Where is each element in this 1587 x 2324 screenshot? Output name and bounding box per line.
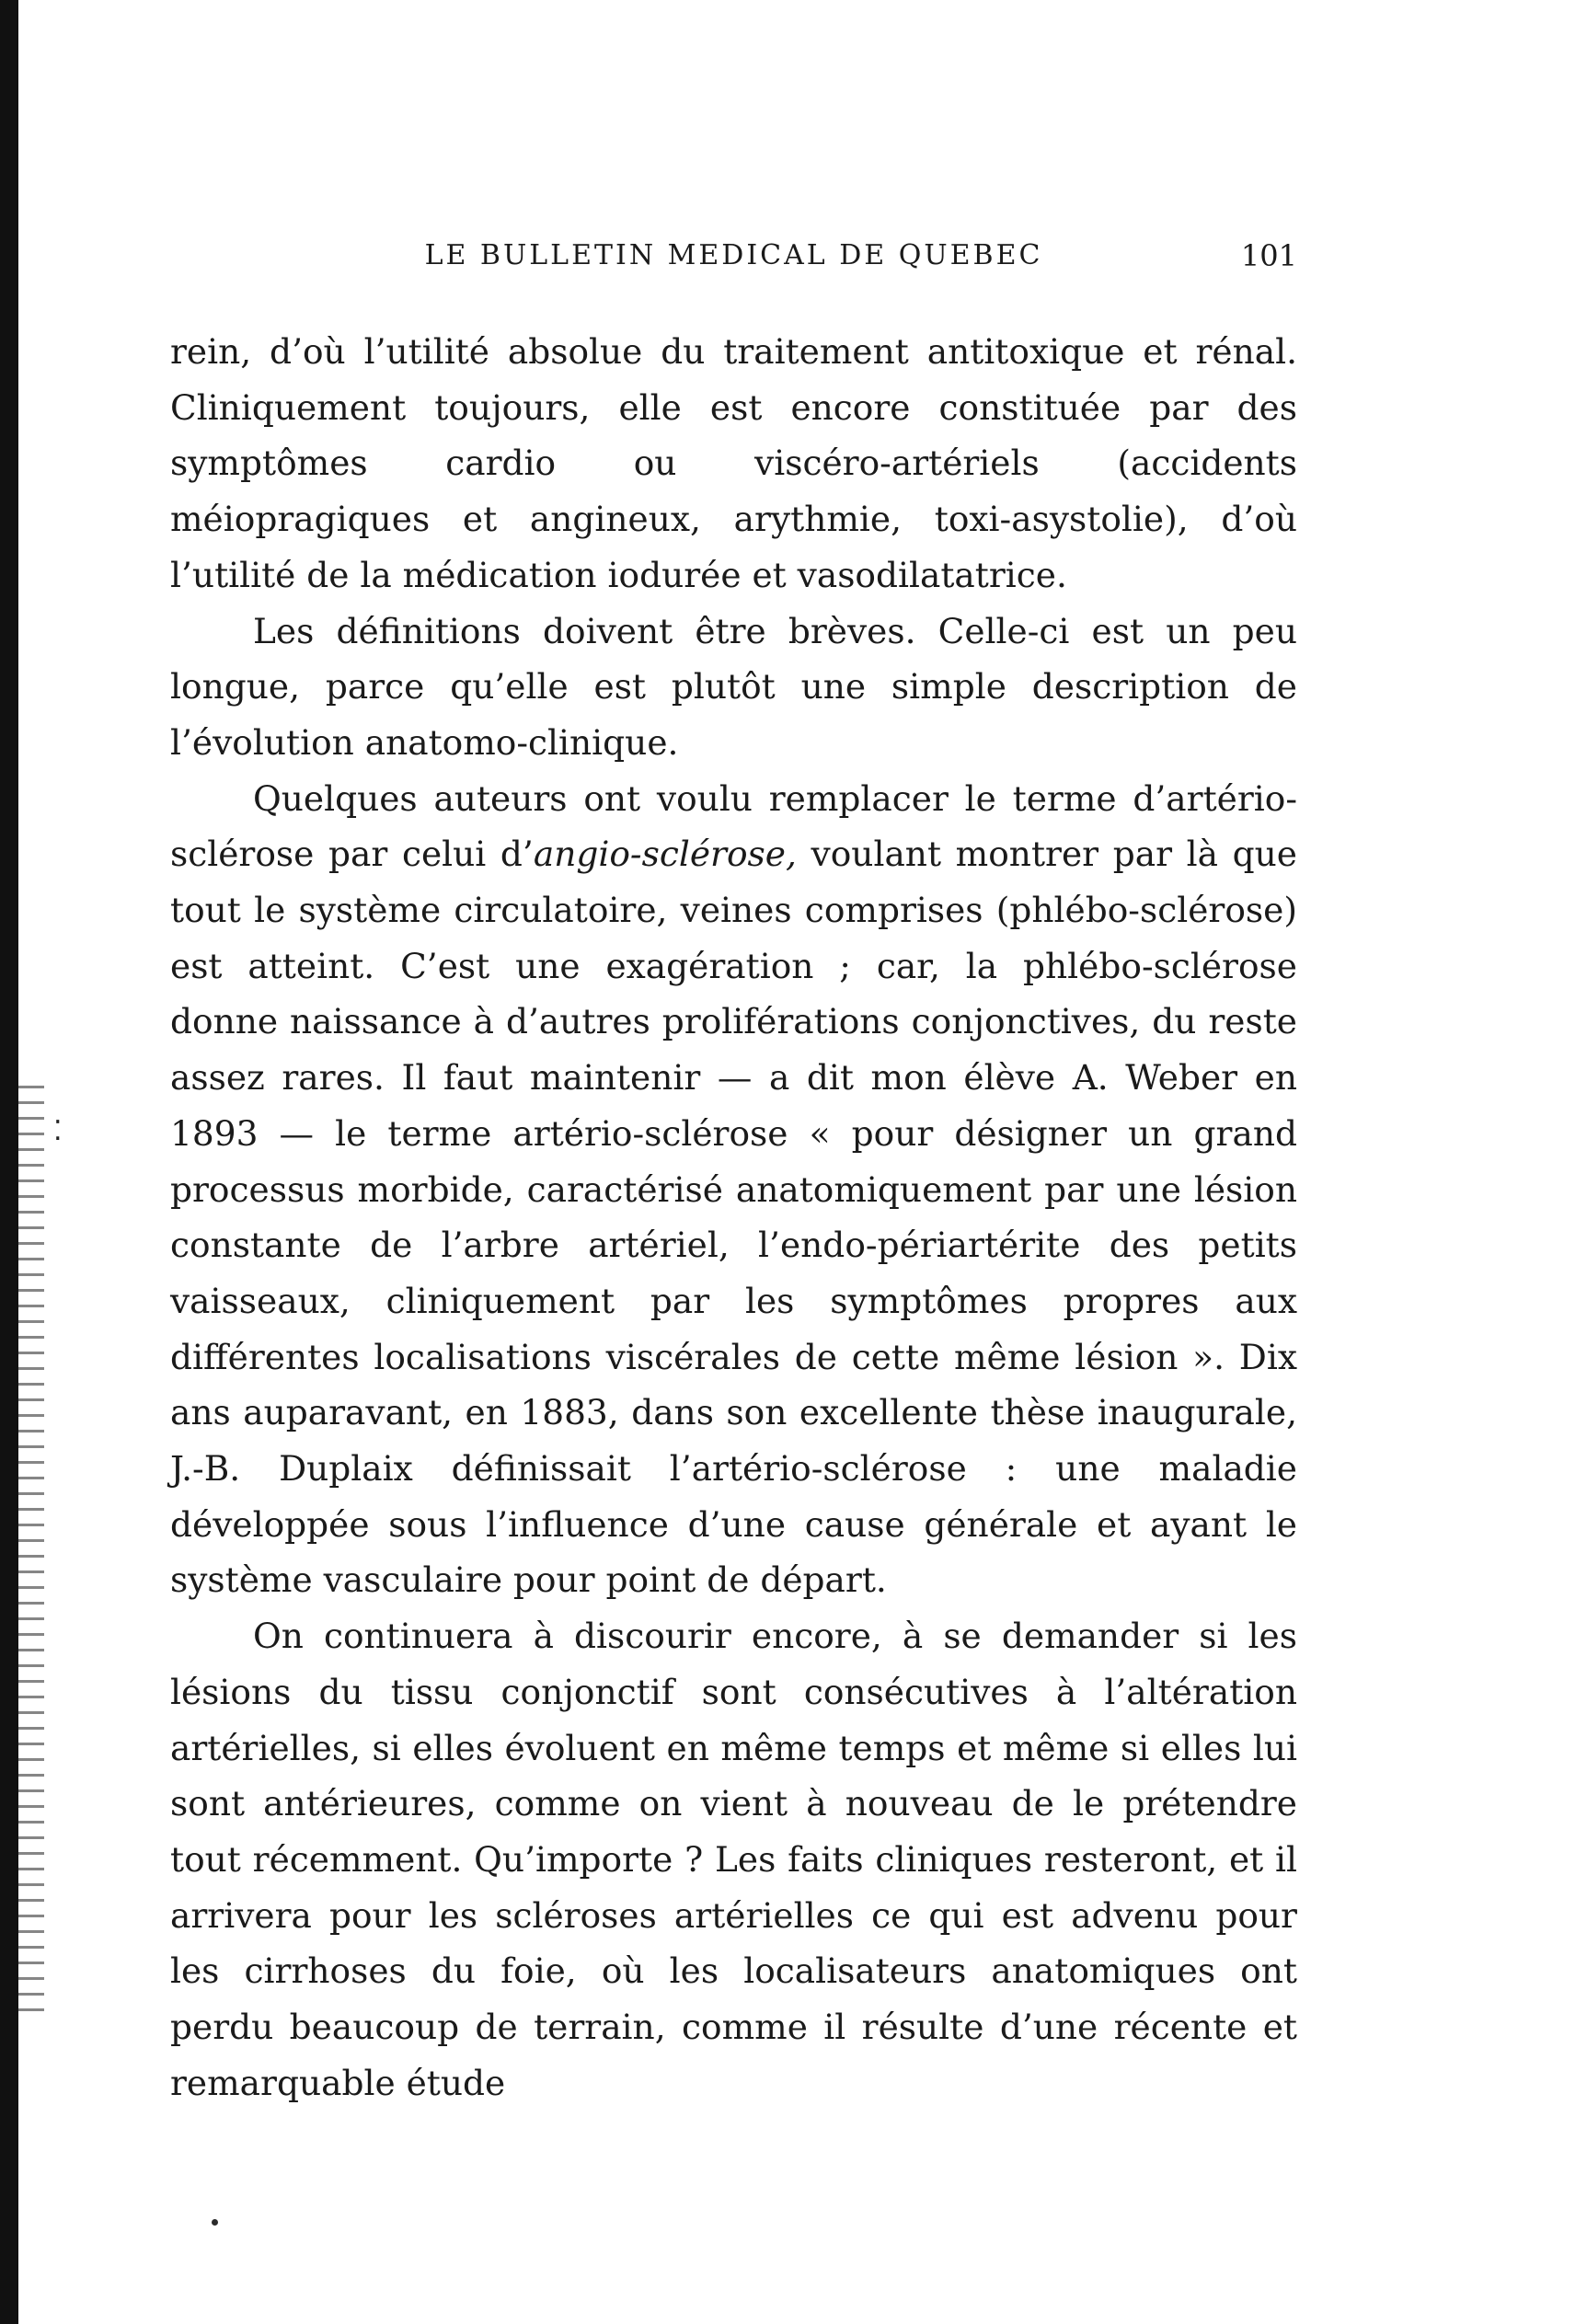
paragraph: [170, 771, 1297, 1609]
paragraph-text: On continuera à discourir encore, à se demander si les lésions du tissu conjonctif sont consécutives à l’altération artérielles, si elles évoluent en même temps et même si elles lui sont antérieures, comme on vient à nouveau de le prétendre tout récemment. Qu’importe ? Les faits cliniques resteront, et il arrivera pour les scléroses artérielles ce qui est advenu pour les cirrhoses du foie, où les localisateurs anatomiques ont perdu beaucoup de terrain, comme il résulte d’une récente et remarquable étude: [170, 1616, 1297, 2103]
italic-term: angio-sclérose,: [533, 834, 797, 875]
binding-specks: [18, 1086, 44, 2024]
paragraph-text: voulant montrer par là que tout le système circulatoire, veines comprises (phlébo-sclérose) est atteint. C’est une exagération ; car, la phlébo-sclérose donne naissance à d’autres proliférations conjonctives, du reste assez rares. Il faut maintenir — a dit mon élève A. Weber en 1893 — le terme artério-sclérose « pour désigner un grand processus morbide, caractérisé anatomiquement par une lésion constante de l’arbre artériel, l’endo-périartérite des petits vaisseaux, cliniquement par les symptômes propres aux différentes localisations viscérales de cette même lésion ». Dix ans auparavant, en 1883, dans son excellente thèse inaugurale, J.-B. Duplaix définissait l’artério-sclérose : une maladie développée sous l’influence d’une cause générale et ayant le système vasculaire pour point de départ.: [170, 834, 1297, 1601]
paragraph-text: Les définitions doivent être brèves. Celle-ci est un peu longue, parce qu’elle est plutôt une simple description de l’évolution anatomo-clinique.: [170, 610, 1297, 763]
paragraph-text: rein, d’où l’utilité absolue du traitement antitoxique et rénal. Cliniquement toujours, elle est encore constituée par des symptômes cardio ou viscéro-artériels (accidents méiopragiques et angineux, arythmie, toxi-asystolie), d’où l’utilité de la médication iodurée et vasodilatatrice.: [170, 331, 1297, 595]
paragraph-text: Quelques auteurs ont voulu remplacer le terme d’artério-sclérose par celui d’: [170, 777, 1297, 875]
paragraph: [170, 1608, 1297, 2111]
running-title: LE BULLETIN MEDICAL DE QUEBEC: [424, 239, 1043, 271]
paragraph: [170, 324, 1297, 604]
binding-marks: ⁚: [53, 1115, 63, 1147]
running-head: [170, 237, 1297, 278]
binding-edge: [0, 0, 18, 2324]
paragraph: [170, 604, 1297, 771]
page-number: 101: [1240, 238, 1297, 273]
stray-dot: [212, 2219, 218, 2226]
body-text: [170, 324, 1297, 2111]
